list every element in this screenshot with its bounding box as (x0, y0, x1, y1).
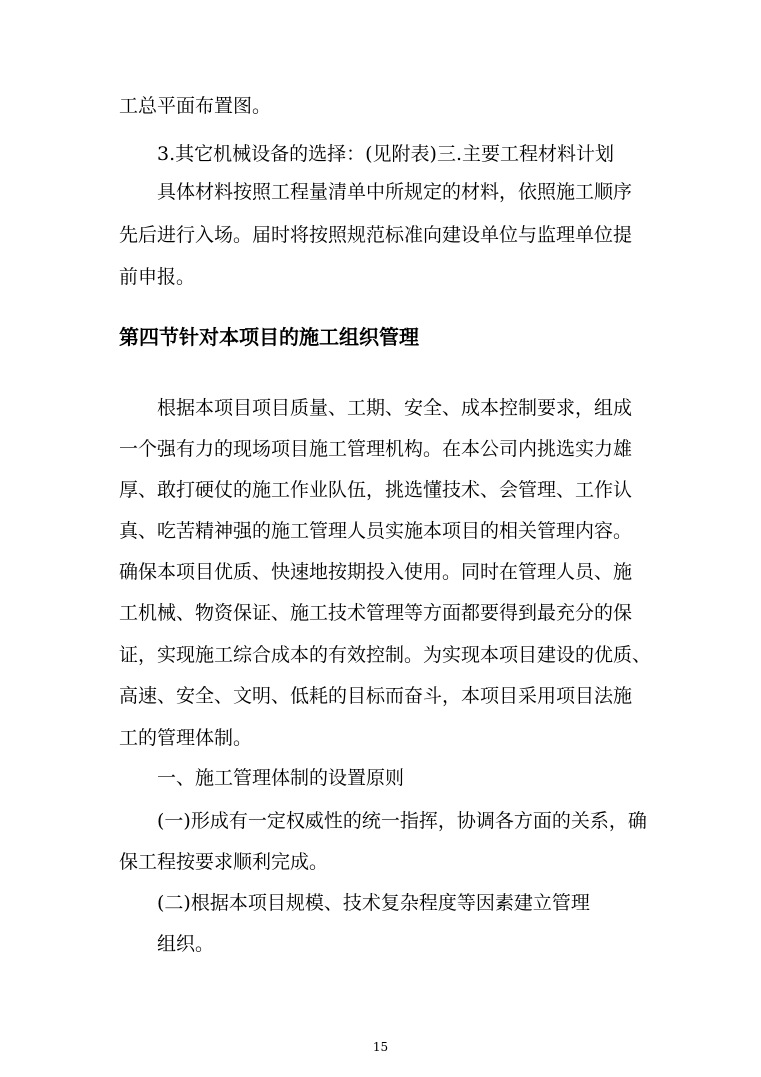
text-line: 厚、敢打硬仗的施工作业队伍，挑选懂技术、会管理、工作认 (119, 479, 633, 501)
text-line: 保工程按要求顺利完成。 (119, 851, 329, 873)
text-line: 一、施工管理体制的设置原则 (157, 767, 405, 789)
text-line: 高速、安全、文明、低耗的目标而奋斗，本项目采用项目法施 (119, 685, 633, 707)
text-line: 具体材料按照工程量清单中所规定的材料，依照施工顺序 (157, 181, 633, 203)
text-line: (二)根据本项目规模、技术复杂程度等因素建立管理 (157, 892, 590, 914)
text-line: 证，实现施工综合成本的有效控制。为实现本项目建设的优质、 (119, 644, 652, 666)
page-number: 15 (372, 1040, 389, 1054)
section-heading: 第四节针对本项目的施工组织管理 (119, 325, 419, 349)
text-line: 工的管理体制。 (119, 727, 253, 749)
text-line: 工机械、物资保证、施工技术管理等方面都要得到最充分的保 (119, 602, 633, 624)
text-line: 根据本项目项目质量、工期、安全、成本控制要求，组成 (157, 397, 633, 419)
text-line: (一)形成有一定权威性的统一指挥，协调各方面的关系，确 (157, 810, 647, 832)
text-line: 确保本项目优质、快速地按期投入使用。同时在管理人员、施 (119, 561, 633, 583)
text-line: 先后进行入场。届时将按照规范标准向建设单位与监理单位提 (119, 224, 633, 246)
text-line: 组织。 (157, 933, 215, 955)
text-line: 一个强有力的现场项目施工管理机构。在本公司内挑选实力雄 (119, 438, 633, 460)
text-line: 真、吃苦精神强的施工管理人员实施本项目的相关管理内容。 (119, 520, 633, 542)
text-line: 前申报。 (119, 266, 196, 288)
text-line: 工总平面布置图。 (119, 95, 272, 117)
text-line: 3.其它机械设备的选择：(见附表)三.主要工程材料计划 (157, 143, 614, 165)
